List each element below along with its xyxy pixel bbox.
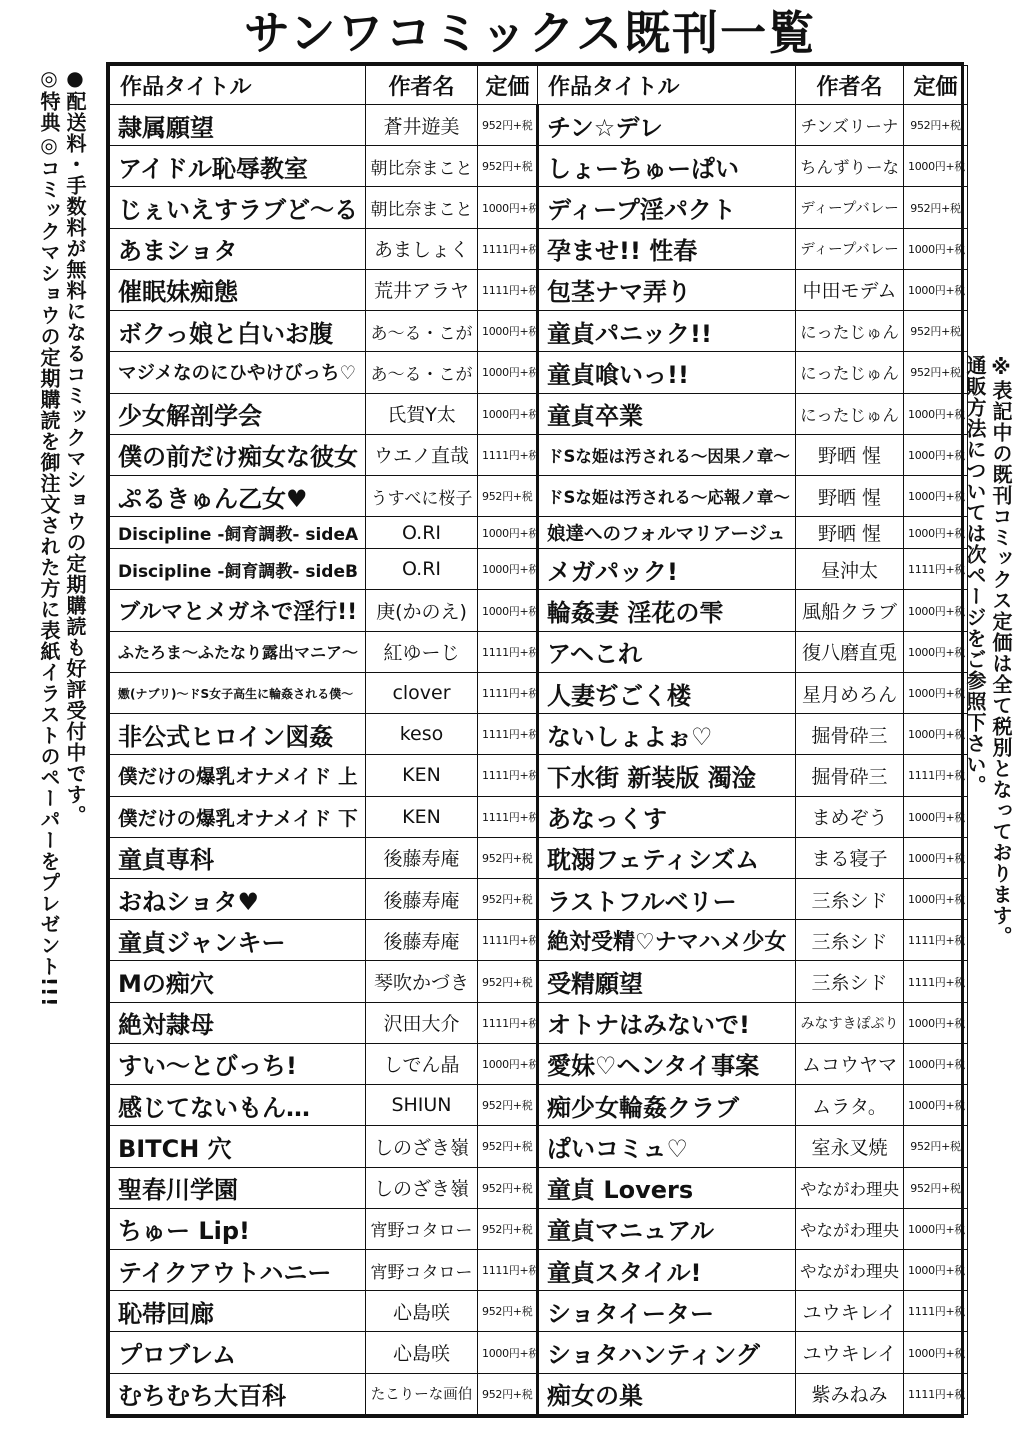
title-cell: ぱいコミュ♡	[538, 1126, 796, 1167]
author-cell: 掘骨砕三	[796, 714, 904, 755]
price-cell: 1111円+税	[904, 549, 968, 590]
title-cell: テイクアウトハニー	[110, 1249, 366, 1290]
price-cell: 952円+税	[904, 1126, 968, 1167]
author-cell: 三糸シド	[796, 920, 904, 961]
title-cell: 耽溺フェティシズム	[538, 837, 796, 878]
title-cell: 少女解剖学会	[110, 393, 366, 434]
author-cell: 琴吹かづき	[366, 961, 478, 1002]
title-cell: チン☆デレ	[538, 105, 796, 146]
table-row	[110, 187, 968, 228]
author-cell: ユウキレイ	[796, 1291, 904, 1332]
title-cell: 嫐(ナブリ)〜ドS女子高生に輪姦される僕〜	[110, 672, 366, 713]
title-cell: 人妻ぢごく楼	[538, 672, 796, 713]
title-cell: 感じてないもん…	[110, 1085, 366, 1126]
author-cell: KEN	[366, 755, 478, 796]
table-row	[110, 920, 968, 961]
author-cell: O.RI	[366, 549, 478, 590]
author-cell: みなすきぽぷり	[796, 1002, 904, 1043]
table-row	[110, 269, 968, 310]
author-cell: まめぞう	[796, 796, 904, 837]
author-cell: しでん晶	[366, 1043, 478, 1084]
price-cell: 1000円+税	[904, 879, 968, 920]
author-cell: しのざき嶺	[366, 1167, 478, 1208]
author-cell: あましょく	[366, 228, 478, 269]
price-cell: 1000円+税	[904, 475, 968, 516]
title-cell: おねショタ♥	[110, 879, 366, 920]
table-row	[110, 672, 968, 713]
price-cell: 1000円+税	[478, 590, 538, 631]
table-row	[110, 631, 968, 672]
price-cell: 1111円+税	[904, 920, 968, 961]
table-row	[110, 1332, 968, 1373]
table-row	[110, 434, 968, 475]
price-cell: 1000円+税	[904, 796, 968, 837]
title-cell: BITCH 穴	[110, 1126, 366, 1167]
author-cell: チンズリーナ	[796, 105, 904, 146]
author-cell: 後藤寿庵	[366, 879, 478, 920]
title-cell: 痴女の巣	[538, 1373, 796, 1414]
title-cell: 痴少女輪姦クラブ	[538, 1085, 796, 1126]
title-cell: 愛妹♡ヘンタイ事案	[538, 1043, 796, 1084]
price-cell: 1111円+税	[904, 755, 968, 796]
mail-order-note-line: 通販方法については次ページをご参照下さい。	[963, 355, 987, 796]
price-cell: 1000円+税	[478, 187, 538, 228]
author-cell: まる寝子	[796, 837, 904, 878]
author-cell: ディープバレー	[796, 187, 904, 228]
title-cell: ないしょよぉ♡	[538, 714, 796, 755]
table-header-row	[110, 66, 968, 105]
title-cell: 娘達へのフォルマリアージュ	[538, 517, 796, 549]
price-cell: 1111円+税	[478, 228, 538, 269]
price-cell: 1000円+税	[904, 146, 968, 187]
title-cell: 童貞卒業	[538, 393, 796, 434]
title-cell: 童貞スタイル!	[538, 1249, 796, 1290]
price-cell: 1000円+税	[904, 1208, 968, 1249]
table-row	[110, 590, 968, 631]
price-cell: 952円+税	[478, 1167, 538, 1208]
table-row	[110, 475, 968, 516]
table-row	[110, 517, 968, 549]
table-row	[110, 1249, 968, 1290]
author-cell: 後藤寿庵	[366, 920, 478, 961]
price-cell: 1111円+税	[478, 920, 538, 961]
title-cell: 絶対隷母	[110, 1002, 366, 1043]
author-cell: 沢田大介	[366, 1002, 478, 1043]
subscription-note-line: ●配送料・手数料が無料になるコミックマショウの定期購読も好評受付中です。	[63, 66, 87, 826]
price-cell: 1000円+税	[904, 1085, 968, 1126]
author-cell: 朝比奈まこと	[366, 146, 478, 187]
price-cell: 952円+税	[904, 187, 968, 228]
author-cell: 野晒 惺	[796, 434, 904, 475]
title-cell: じぇいえすラブど〜る	[110, 187, 366, 228]
price-cell: 1000円+税	[904, 393, 968, 434]
title-cell: メガパック!	[538, 549, 796, 590]
price-cell: 1000円+税	[904, 1002, 968, 1043]
table-row	[110, 352, 968, 393]
title-cell: 僕だけの爆乳オナメイド 下	[110, 796, 366, 837]
table-row	[110, 1208, 968, 1249]
price-cell: 1000円+税	[904, 837, 968, 878]
title-cell: アヘこれ	[538, 631, 796, 672]
author-cell: うすべに桜子	[366, 475, 478, 516]
author-cell: 荒井アラヤ	[366, 269, 478, 310]
table-row	[110, 1167, 968, 1208]
price-cell: 1000円+税	[904, 1043, 968, 1084]
table-row	[110, 961, 968, 1002]
table-row	[110, 549, 968, 590]
price-cell: 1000円+税	[904, 434, 968, 475]
title-cell: ブルマとメガネで淫行!!	[110, 590, 366, 631]
header-author-left: 作者名	[366, 66, 478, 105]
title-cell: 輪姦妻 淫花の雫	[538, 590, 796, 631]
price-cell: 1111円+税	[478, 631, 538, 672]
author-cell: 氏賀Y太	[366, 393, 478, 434]
author-cell: しのざき嶺	[366, 1126, 478, 1167]
author-cell: KEN	[366, 796, 478, 837]
author-cell: やながわ理央	[796, 1208, 904, 1249]
price-cell: 1000円+税	[478, 352, 538, 393]
price-cell: 1111円+税	[478, 755, 538, 796]
price-cell: 1111円+税	[478, 714, 538, 755]
price-cell: 1111円+税	[478, 269, 538, 310]
price-cell: 1000円+税	[904, 517, 968, 549]
title-cell: 僕だけの爆乳オナメイド 上	[110, 755, 366, 796]
author-cell: 野晒 惺	[796, 517, 904, 549]
table-row	[110, 796, 968, 837]
author-cell: 野晒 惺	[796, 475, 904, 516]
author-cell: ディープバレー	[796, 228, 904, 269]
table-row	[110, 1291, 968, 1332]
title-cell: Discipline -飼育調教- sideB	[110, 549, 366, 590]
table-row	[110, 1043, 968, 1084]
price-cell: 952円+税	[478, 475, 538, 516]
title-cell: 恥帯回廊	[110, 1291, 366, 1332]
author-cell: 昼沖太	[796, 549, 904, 590]
price-cell: 952円+税	[904, 311, 968, 352]
title-cell: 童貞 Lovers	[538, 1167, 796, 1208]
table-row	[110, 755, 968, 796]
author-cell: 後藤寿庵	[366, 837, 478, 878]
title-cell: あなっくす	[538, 796, 796, 837]
author-cell: 庚(かのえ)	[366, 590, 478, 631]
title-cell: 下水街 新装版 濁淦	[538, 755, 796, 796]
table-row	[110, 105, 968, 146]
catalog-table	[106, 62, 964, 1418]
title-cell: すい〜とびっち!	[110, 1043, 366, 1084]
title-cell: 包茎ナマ弄り	[538, 269, 796, 310]
title-cell: 絶対受精♡ナマハメ少女	[538, 920, 796, 961]
author-cell: あ〜る・こが	[366, 352, 478, 393]
author-cell: 心島咲	[366, 1291, 478, 1332]
title-cell: ショタハンティング	[538, 1332, 796, 1373]
author-cell: にったじゅん	[796, 311, 904, 352]
price-cell: 1000円+税	[478, 1043, 538, 1084]
price-cell: 1000円+税	[904, 590, 968, 631]
price-cell: 1000円+税	[904, 269, 968, 310]
title-cell: 非公式ヒロイン図姦	[110, 714, 366, 755]
title-cell: あまショタ	[110, 228, 366, 269]
title-cell: 僕の前だけ痴女な彼女	[110, 434, 366, 475]
title-cell: プロブレム	[110, 1332, 366, 1373]
price-cell: 1111円+税	[478, 796, 538, 837]
author-cell: 星月めろん	[796, 672, 904, 713]
table-row	[110, 1002, 968, 1043]
author-cell: 朝比奈まこと	[366, 187, 478, 228]
table-row	[110, 1085, 968, 1126]
price-cell: 952円+税	[478, 1126, 538, 1167]
price-cell: 952円+税	[478, 879, 538, 920]
author-cell: ユウキレイ	[796, 1332, 904, 1373]
title-cell: アイドル恥辱教室	[110, 146, 366, 187]
header-author-right: 作者名	[796, 66, 904, 105]
table-row	[110, 714, 968, 755]
price-cell: 1000円+税	[904, 1332, 968, 1373]
price-cell: 952円+税	[478, 146, 538, 187]
author-cell: にったじゅん	[796, 352, 904, 393]
price-cell: 1000円+税	[478, 311, 538, 352]
price-cell: 952円+税	[904, 1167, 968, 1208]
title-cell: 童貞ジャンキー	[110, 920, 366, 961]
author-cell: 宵野コタロー	[366, 1249, 478, 1290]
header-title-right: 作品タイトル	[538, 66, 796, 105]
author-cell: 掘骨砕三	[796, 755, 904, 796]
price-cell: 952円+税	[904, 105, 968, 146]
header-title-left: 作品タイトル	[110, 66, 366, 105]
author-cell: 風船クラブ	[796, 590, 904, 631]
price-cell: 1000円+税	[904, 672, 968, 713]
author-cell: keso	[366, 714, 478, 755]
price-cell: 1111円+税	[478, 1002, 538, 1043]
table-row	[110, 879, 968, 920]
author-cell: O.RI	[366, 517, 478, 549]
author-cell: にったじゅん	[796, 393, 904, 434]
price-cell: 1000円+税	[478, 1332, 538, 1373]
table-row	[110, 1373, 968, 1414]
title-cell: 聖春川学園	[110, 1167, 366, 1208]
catalog-body	[110, 105, 968, 1415]
author-cell: 三糸シド	[796, 879, 904, 920]
title-cell: ふたろま〜ふたなり露出マニア〜	[110, 631, 366, 672]
author-cell: ウエノ直哉	[366, 434, 478, 475]
price-cell: 952円+税	[904, 352, 968, 393]
price-cell: 1000円+税	[478, 517, 538, 549]
price-cell: 952円+税	[478, 1291, 538, 1332]
page-title: サンワコミックス既刊一覧	[243, 6, 817, 60]
header-price-right: 定価	[904, 66, 968, 105]
title-cell: ぷるきゅん乙女♥	[110, 475, 366, 516]
title-cell: むちむち大百科	[110, 1373, 366, 1414]
author-cell: やながわ理央	[796, 1249, 904, 1290]
price-note-line: ※表記中の既刊コミックス定価は全て税別となっております。	[989, 355, 1013, 947]
price-cell: 1000円+税	[904, 714, 968, 755]
title-cell: 童貞パニック!!	[538, 311, 796, 352]
price-cell: 1111円+税	[904, 1373, 968, 1414]
author-cell: 紫みねみ	[796, 1373, 904, 1414]
price-cell: 952円+税	[478, 105, 538, 146]
author-cell: たこりーな画伯	[366, 1373, 478, 1414]
author-cell: 復八磨直兎	[796, 631, 904, 672]
title-cell: 隷属願望	[110, 105, 366, 146]
author-cell: ムラタ。	[796, 1085, 904, 1126]
price-cell: 1111円+税	[478, 1249, 538, 1290]
price-cell: 1000円+税	[478, 393, 538, 434]
author-cell: 蒼井遊美	[366, 105, 478, 146]
author-cell: 三糸シド	[796, 961, 904, 1002]
title-cell: 童貞マニュアル	[538, 1208, 796, 1249]
author-cell: ちんずりーな	[796, 146, 904, 187]
title-cell: ボクっ娘と白いお腹	[110, 311, 366, 352]
price-cell: 1111円+税	[904, 1291, 968, 1332]
title-cell: ラストフルベリー	[538, 879, 796, 920]
price-cell: 952円+税	[478, 1085, 538, 1126]
price-cell: 952円+税	[478, 961, 538, 1002]
title-cell: ディープ淫パクト	[538, 187, 796, 228]
title-cell: オトナはみないで!	[538, 1002, 796, 1043]
title-cell: 童貞喰いっ!!	[538, 352, 796, 393]
title-cell: ドSな姫は汚される〜応報ノ章〜	[538, 475, 796, 516]
author-cell: 中田モデム	[796, 269, 904, 310]
price-cell: 1111円+税	[478, 434, 538, 475]
price-cell: 1000円+税	[904, 631, 968, 672]
table-row	[110, 837, 968, 878]
author-cell: ムコウヤマ	[796, 1043, 904, 1084]
title-cell: ドSな姫は汚される〜因果ノ章〜	[538, 434, 796, 475]
price-cell: 1111円+税	[478, 672, 538, 713]
price-cell: 1000円+税	[478, 549, 538, 590]
title-cell: Mの痴穴	[110, 961, 366, 1002]
title-cell: 童貞専科	[110, 837, 366, 878]
author-cell: 紅ゆーじ	[366, 631, 478, 672]
author-cell: clover	[366, 672, 478, 713]
author-cell: 心島咲	[366, 1332, 478, 1373]
price-cell: 1000円+税	[904, 228, 968, 269]
title-cell: 催眠妹痴態	[110, 269, 366, 310]
author-cell: 室永叉焼	[796, 1126, 904, 1167]
price-note	[962, 355, 1014, 1405]
price-cell: 1111円+税	[904, 961, 968, 1002]
title-cell: Discipline -飼育調教- sideA	[110, 517, 366, 549]
author-cell: あ〜る・こが	[366, 311, 478, 352]
table-row	[110, 311, 968, 352]
subscription-note	[36, 66, 88, 1066]
price-cell: 952円+税	[478, 1373, 538, 1414]
title-cell: ちゅー Lip!	[110, 1208, 366, 1249]
header-price-left: 定価	[478, 66, 538, 105]
price-cell: 952円+税	[478, 1208, 538, 1249]
title-cell: ショタイーター	[538, 1291, 796, 1332]
table-row	[110, 228, 968, 269]
price-cell: 952円+税	[478, 837, 538, 878]
table-row	[110, 393, 968, 434]
title-cell: しょーちゅーぱい	[538, 146, 796, 187]
title-cell: 孕ませ!! 性春	[538, 228, 796, 269]
author-cell: SHIUN	[366, 1085, 478, 1126]
title-cell: 受精願望	[538, 961, 796, 1002]
title-cell: マジメなのにひやけびっち♡	[110, 352, 366, 393]
price-cell: 1000円+税	[904, 1249, 968, 1290]
subscription-bonus-line: ◎特典◎コミックマショウの定期購読を御注文された方に表紙イラストのペーパーをプレゼント!!!	[37, 66, 61, 1008]
table-row	[110, 1126, 968, 1167]
author-cell: 宵野コタロー	[366, 1208, 478, 1249]
author-cell: やながわ理央	[796, 1167, 904, 1208]
table-row	[110, 146, 968, 187]
